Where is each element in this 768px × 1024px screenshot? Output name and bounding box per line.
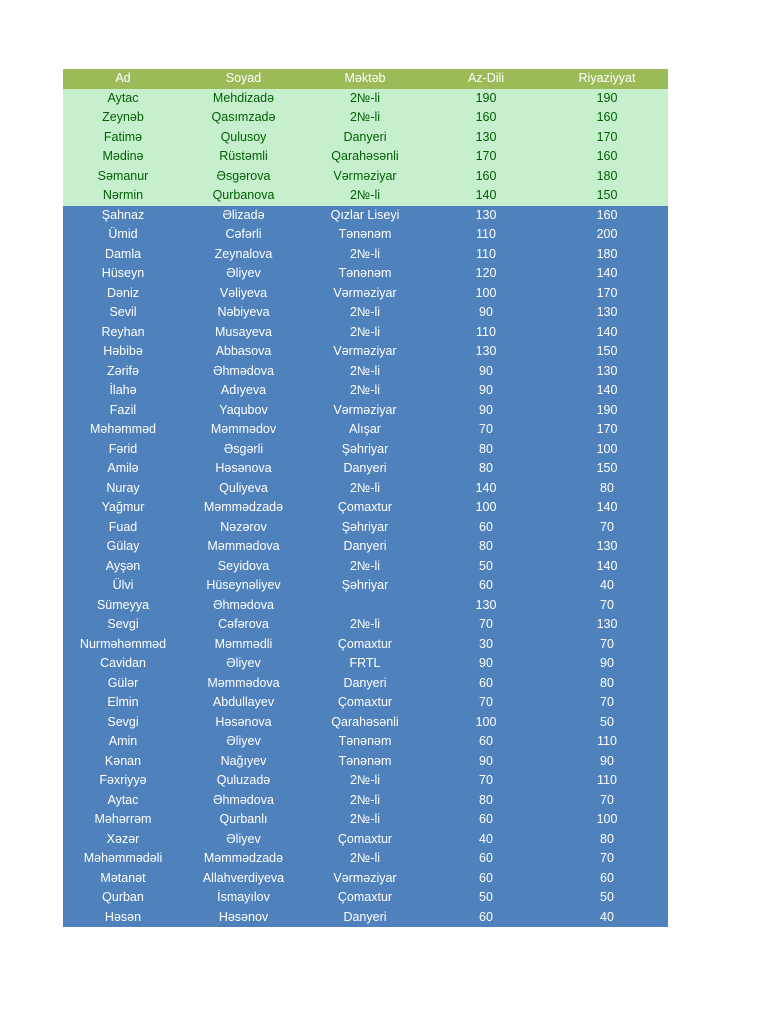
cell-mekteb: Vərməziyar: [333, 344, 397, 358]
cell-soyad: Qurbanlı: [219, 812, 268, 826]
cell-soyad: Əlizadə: [222, 207, 265, 222]
cell-az-dili: 80: [479, 792, 493, 807]
cell-mekteb: Çomaxtur: [337, 890, 393, 904]
table-row: [63, 381, 668, 401]
cell-ad: Ümid: [108, 227, 138, 241]
cell-ad: Məhəmmədəli: [83, 851, 163, 865]
table-row: [63, 557, 668, 577]
cell-mekteb: 2№-li: [349, 110, 381, 124]
cell-mekteb: Vərməziyar: [333, 285, 397, 300]
cell-az-dili: 60: [479, 578, 493, 592]
cell-ad: İlahə: [109, 383, 137, 397]
cell-riyaziyyat: 50: [600, 714, 614, 729]
cell-riyaziyyat: 90: [600, 753, 614, 768]
cell-az-dili: 90: [479, 363, 493, 378]
cell-mekteb: Danyeri: [343, 675, 387, 690]
cell-riyaziyyat: 80: [600, 675, 614, 690]
cell-mekteb: Şəhriyar: [341, 578, 389, 592]
cell-riyaziyyat: 110: [597, 734, 617, 748]
table-row: [63, 908, 668, 928]
cell-soyad: Qulusoy: [220, 129, 267, 144]
cell-az-dili: 50: [479, 890, 493, 904]
cell-riyaziyyat: 110: [597, 773, 617, 787]
cell-az-dili: 140: [475, 480, 497, 495]
column-header-soyad: Soyad: [225, 71, 262, 85]
cell-riyaziyyat: 140: [596, 383, 618, 397]
table-row: [63, 498, 668, 518]
cell-mekteb: FRTL: [349, 656, 381, 670]
cell-riyaziyyat: 180: [596, 168, 618, 183]
cell-mekteb: 2№-li: [349, 558, 381, 573]
cell-mekteb: Vərməziyar: [333, 402, 397, 417]
table-row: [63, 518, 668, 538]
cell-az-dili: 170: [475, 149, 497, 163]
cell-riyaziyyat: 80: [600, 831, 614, 846]
table-row: [63, 459, 668, 479]
table-header: [63, 69, 668, 89]
cell-riyaziyyat: 140: [596, 500, 618, 514]
table-row: [63, 849, 668, 869]
cell-az-dili: 50: [479, 558, 493, 573]
cell-soyad: Yaqubov: [219, 402, 268, 417]
cell-ad: Nurməhəmməd: [79, 636, 167, 651]
cell-mekteb: 2№-li: [349, 792, 381, 807]
cell-ad: Sevil: [109, 305, 137, 319]
cell-mekteb: 2№-li: [349, 324, 381, 339]
cell-soyad: Abbasova: [215, 344, 272, 358]
cell-soyad: Adıyeva: [220, 383, 267, 397]
cell-soyad: Seyidova: [217, 558, 270, 573]
cell-az-dili: 140: [475, 188, 497, 202]
cell-soyad: Cəfərova: [218, 617, 269, 631]
cell-soyad: Məmmədov: [210, 422, 277, 436]
table-row: [63, 362, 668, 382]
cell-az-dili: 60: [479, 734, 493, 748]
cell-az-dili: 160: [475, 168, 497, 183]
table-row: [63, 264, 668, 284]
cell-az-dili: 60: [479, 519, 493, 534]
cell-soyad: Qurbanova: [212, 188, 275, 202]
table-row: [63, 323, 668, 343]
cell-riyaziyyat: 160: [596, 207, 618, 222]
cell-ad: Səmanur: [97, 168, 149, 183]
cell-ad: Qurban: [102, 890, 144, 904]
cell-az-dili: 110: [476, 227, 496, 241]
table-row: [63, 225, 668, 245]
cell-mekteb: 2№-li: [349, 773, 381, 787]
cell-riyaziyyat: 150: [596, 344, 618, 358]
table-row: [63, 420, 668, 440]
cell-riyaziyyat: 70: [600, 792, 614, 807]
cell-ad: Ülvi: [112, 578, 134, 592]
cell-soyad: Əliyev: [226, 734, 261, 748]
cell-riyaziyyat: 40: [600, 909, 614, 924]
table-row: [63, 810, 668, 830]
cell-mekteb: 2№-li: [349, 812, 381, 826]
cell-riyaziyyat: 60: [600, 870, 614, 885]
table-row: [63, 888, 668, 908]
table-row: [63, 596, 668, 616]
cell-az-dili: 190: [475, 90, 497, 105]
cell-az-dili: 110: [476, 246, 496, 261]
cell-riyaziyyat: 140: [596, 266, 618, 280]
cell-soyad: Mehdizadə: [212, 90, 275, 105]
cell-ad: Amin: [108, 734, 138, 748]
cell-mekteb: Tənənəm: [338, 227, 392, 241]
cell-soyad: Əhmədova: [213, 363, 274, 378]
cell-az-dili: 70: [479, 773, 493, 787]
cell-mekteb: Qızlar Liseyi: [330, 207, 400, 222]
cell-soyad: Əsgərli: [223, 441, 264, 456]
cell-az-dili: 100: [475, 500, 497, 514]
cell-mekteb: Tənənəm: [338, 734, 392, 748]
cell-soyad: Allahverdiyeva: [202, 870, 285, 885]
cell-riyaziyyat: 70: [600, 597, 614, 612]
cell-ad: Aytac: [107, 792, 139, 807]
cell-soyad: Əliyev: [226, 656, 261, 670]
cell-mekteb: 2№-li: [349, 305, 381, 319]
cell-soyad: Quliyeva: [219, 480, 268, 495]
cell-az-dili: 30: [479, 636, 493, 651]
cell-ad: Fazil: [109, 402, 137, 417]
table-row: [63, 771, 668, 791]
cell-soyad: Abdullayev: [212, 695, 275, 709]
cell-mekteb: Danyeri: [343, 539, 387, 553]
cell-az-dili: 90: [479, 402, 493, 417]
cell-ad: Fuad: [108, 519, 138, 534]
cell-mekteb: 2№-li: [349, 246, 381, 261]
cell-az-dili: 130: [475, 129, 497, 144]
highlighted-table-row: [63, 167, 668, 187]
table-row: [63, 791, 668, 811]
cell-az-dili: 110: [476, 324, 496, 339]
cell-soyad: Əhmədova: [213, 792, 274, 807]
cell-mekteb: Şəhriyar: [341, 441, 389, 456]
cell-soyad: Məmmədzadə: [203, 851, 284, 865]
cell-mekteb: Alışar: [349, 422, 381, 436]
cell-ad: Sevgi: [107, 714, 139, 729]
cell-az-dili: 90: [479, 656, 493, 670]
cell-soyad: Məmmədli: [214, 636, 273, 651]
cell-mekteb: Danyeri: [343, 909, 387, 924]
cell-ad: Mədinə: [102, 149, 144, 163]
cell-soyad: Məmmədova: [207, 675, 280, 690]
cell-az-dili: 100: [475, 714, 497, 729]
table-row: [63, 713, 668, 733]
cell-az-dili: 90: [479, 305, 493, 319]
table-row: [63, 401, 668, 421]
cell-soyad: İsmayılov: [217, 890, 270, 904]
cell-mekteb: 2№-li: [349, 851, 381, 865]
cell-mekteb: 2№-li: [349, 188, 381, 202]
column-header-ad: Ad: [115, 71, 131, 85]
cell-mekteb: Tənənəm: [338, 266, 392, 280]
table-row: [63, 615, 668, 635]
cell-mekteb: Qarahəsənli: [331, 714, 399, 729]
cell-mekteb: 2№-li: [349, 480, 381, 495]
cell-ad: Aytac: [107, 90, 139, 105]
cell-ad: Gülay: [106, 539, 140, 553]
cell-az-dili: 70: [479, 695, 493, 709]
table-body: [63, 89, 668, 928]
cell-riyaziyyat: 70: [600, 695, 614, 709]
table-row: [63, 537, 668, 557]
column-header-az-dili: Az-Dili: [467, 71, 505, 85]
cell-riyaziyyat: 90: [600, 656, 614, 670]
cell-az-dili: 70: [479, 617, 493, 631]
cell-az-dili: 60: [479, 909, 493, 924]
cell-ad: Zeynəb: [102, 110, 144, 124]
cell-riyaziyyat: 160: [596, 149, 618, 163]
table-row: [63, 479, 668, 499]
cell-riyaziyyat: 100: [596, 441, 618, 456]
cell-soyad: Nəzərov: [220, 519, 267, 534]
cell-mekteb: Çomaxtur: [337, 500, 393, 514]
table-row: [63, 245, 668, 265]
highlighted-table-row: [63, 186, 668, 206]
cell-az-dili: 120: [475, 266, 497, 280]
table-row: [63, 674, 668, 694]
cell-az-dili: 90: [479, 753, 493, 768]
cell-az-dili: 160: [475, 110, 497, 124]
table-row: [63, 635, 668, 655]
cell-soyad: Cəfərli: [225, 227, 262, 241]
cell-soyad: Məmmədova: [207, 539, 280, 553]
student-scores-table: [63, 69, 668, 927]
column-header-riyaziyyat: Riyaziyyat: [578, 71, 636, 85]
cell-ad: Damla: [104, 246, 142, 261]
cell-soyad: Həsənova: [215, 461, 272, 475]
cell-riyaziyyat: 190: [596, 90, 618, 105]
cell-ad: Zərifə: [107, 363, 139, 378]
cell-az-dili: 60: [479, 812, 493, 826]
cell-soyad: Məmmədzadə: [203, 500, 284, 514]
cell-riyaziyyat: 100: [596, 812, 618, 826]
cell-riyaziyyat: 140: [596, 558, 618, 573]
cell-az-dili: 100: [475, 285, 497, 300]
cell-soyad: Əliyev: [226, 831, 261, 846]
highlighted-table-row: [63, 89, 668, 109]
cell-ad: Məhərrəm: [94, 812, 152, 826]
cell-az-dili: 80: [479, 461, 493, 475]
table-row: [63, 693, 668, 713]
cell-soyad: Əsgərova: [216, 168, 271, 183]
cell-mekteb: Vərməziyar: [333, 168, 397, 183]
highlighted-table-row: [63, 147, 668, 167]
cell-mekteb: [304, 596, 426, 616]
table-row: [63, 206, 668, 226]
cell-ad: Dəniz: [107, 285, 139, 300]
cell-riyaziyyat: 160: [596, 110, 618, 124]
cell-riyaziyyat: 80: [600, 480, 614, 495]
highlighted-table-row: [63, 128, 668, 148]
cell-riyaziyyat: 170: [596, 129, 618, 144]
cell-soyad: Rüstəmli: [219, 149, 268, 163]
column-header-mekteb: Məktəb: [344, 71, 386, 85]
cell-soyad: Həsənov: [218, 909, 269, 924]
highlighted-table-row: [63, 108, 668, 128]
cell-az-dili: 60: [479, 851, 493, 865]
cell-riyaziyyat: 70: [600, 519, 614, 534]
cell-ad: Fərid: [108, 441, 138, 456]
cell-ad: Sevgi: [107, 617, 139, 631]
table-row: [63, 869, 668, 889]
cell-soyad: Əhmədova: [213, 597, 274, 612]
cell-ad: Cavidan: [100, 656, 146, 670]
cell-ad: Yağmur: [101, 500, 145, 514]
cell-mekteb: Çomaxtur: [337, 636, 393, 651]
cell-riyaziyyat: 130: [596, 617, 618, 631]
cell-ad: Fatimə: [103, 129, 143, 144]
cell-ad: Nuray: [106, 480, 140, 495]
header-row: [63, 69, 668, 89]
cell-az-dili: 40: [479, 831, 493, 846]
cell-riyaziyyat: 170: [596, 285, 618, 300]
cell-riyaziyyat: 40: [600, 578, 614, 592]
cell-az-dili: 130: [475, 344, 497, 358]
cell-mekteb: Vərməziyar: [333, 870, 397, 885]
cell-ad: Həbibə: [103, 344, 143, 358]
cell-soyad: Əliyev: [226, 266, 261, 280]
cell-soyad: Hüseynəliyev: [206, 578, 281, 592]
cell-riyaziyyat: 70: [600, 851, 614, 865]
cell-riyaziyyat: 170: [596, 422, 618, 436]
cell-riyaziyyat: 190: [596, 402, 618, 417]
table-row: [63, 732, 668, 752]
cell-az-dili: 130: [475, 207, 497, 222]
cell-ad: Elmin: [107, 695, 139, 709]
cell-soyad: Vəliyeva: [219, 285, 268, 300]
cell-soyad: Həsənova: [215, 714, 272, 729]
cell-mekteb: Tənənəm: [338, 753, 392, 768]
cell-soyad: Nağıyev: [220, 753, 267, 768]
cell-ad: Xəzər: [106, 831, 140, 846]
cell-mekteb: Danyeri: [343, 461, 387, 475]
cell-soyad: Musayeva: [215, 324, 272, 339]
cell-riyaziyyat: 200: [596, 227, 618, 241]
cell-mekteb: Qarahəsənli: [331, 149, 399, 163]
cell-az-dili: 80: [479, 441, 493, 456]
cell-mekteb: Danyeri: [343, 129, 387, 144]
cell-az-dili: 80: [479, 539, 493, 553]
cell-az-dili: 130: [475, 597, 497, 612]
cell-mekteb: Çomaxtur: [337, 831, 393, 846]
cell-riyaziyyat: 130: [596, 363, 618, 378]
table-row: [63, 576, 668, 596]
table-row: [63, 303, 668, 323]
cell-ad: Mətanət: [100, 870, 146, 885]
cell-mekteb: 2№-li: [349, 363, 381, 378]
cell-ad: Fəxriyyə: [99, 773, 147, 787]
cell-mekteb: Şəhriyar: [341, 519, 389, 534]
cell-az-dili: 60: [479, 870, 493, 885]
cell-riyaziyyat: 130: [596, 305, 618, 319]
cell-soyad: Zeynalova: [214, 246, 273, 261]
cell-ad: Reyhan: [101, 324, 145, 339]
cell-mekteb: 2№-li: [349, 90, 381, 105]
table-row: [63, 440, 668, 460]
cell-soyad: Nəbiyeva: [217, 305, 270, 319]
table-row: [63, 752, 668, 772]
cell-mekteb: 2№-li: [349, 383, 381, 397]
cell-riyaziyyat: 150: [596, 461, 618, 475]
cell-ad: Sümeyya: [96, 597, 150, 612]
cell-az-dili: 60: [479, 675, 493, 690]
cell-ad: Ayşən: [105, 558, 141, 573]
cell-ad: Kənan: [104, 753, 142, 768]
cell-soyad: Quluzadə: [216, 773, 271, 787]
table-row: [63, 284, 668, 304]
cell-ad: Həsən: [104, 909, 142, 924]
cell-az-dili: 70: [479, 422, 493, 436]
cell-mekteb: 2№-li: [349, 617, 381, 631]
table-row: [63, 654, 668, 674]
cell-ad: Hüseyn: [101, 266, 145, 280]
cell-riyaziyyat: 70: [600, 636, 614, 651]
cell-riyaziyyat: 50: [600, 890, 614, 904]
table-row: [63, 830, 668, 850]
cell-riyaziyyat: 180: [596, 246, 618, 261]
cell-ad: Amilə: [107, 461, 139, 475]
cell-ad: Gülər: [107, 675, 139, 690]
cell-ad: Şahnaz: [101, 207, 145, 222]
cell-az-dili: 90: [479, 383, 493, 397]
cell-riyaziyyat: 130: [596, 539, 618, 553]
cell-soyad: Qasımzadə: [211, 110, 276, 124]
cell-riyaziyyat: 150: [596, 188, 618, 202]
cell-mekteb: Çomaxtur: [337, 695, 393, 709]
cell-ad: Məhəmməd: [90, 422, 156, 436]
table-row: [63, 342, 668, 362]
cell-ad: Nərmin: [102, 188, 144, 202]
cell-riyaziyyat: 140: [596, 324, 618, 339]
